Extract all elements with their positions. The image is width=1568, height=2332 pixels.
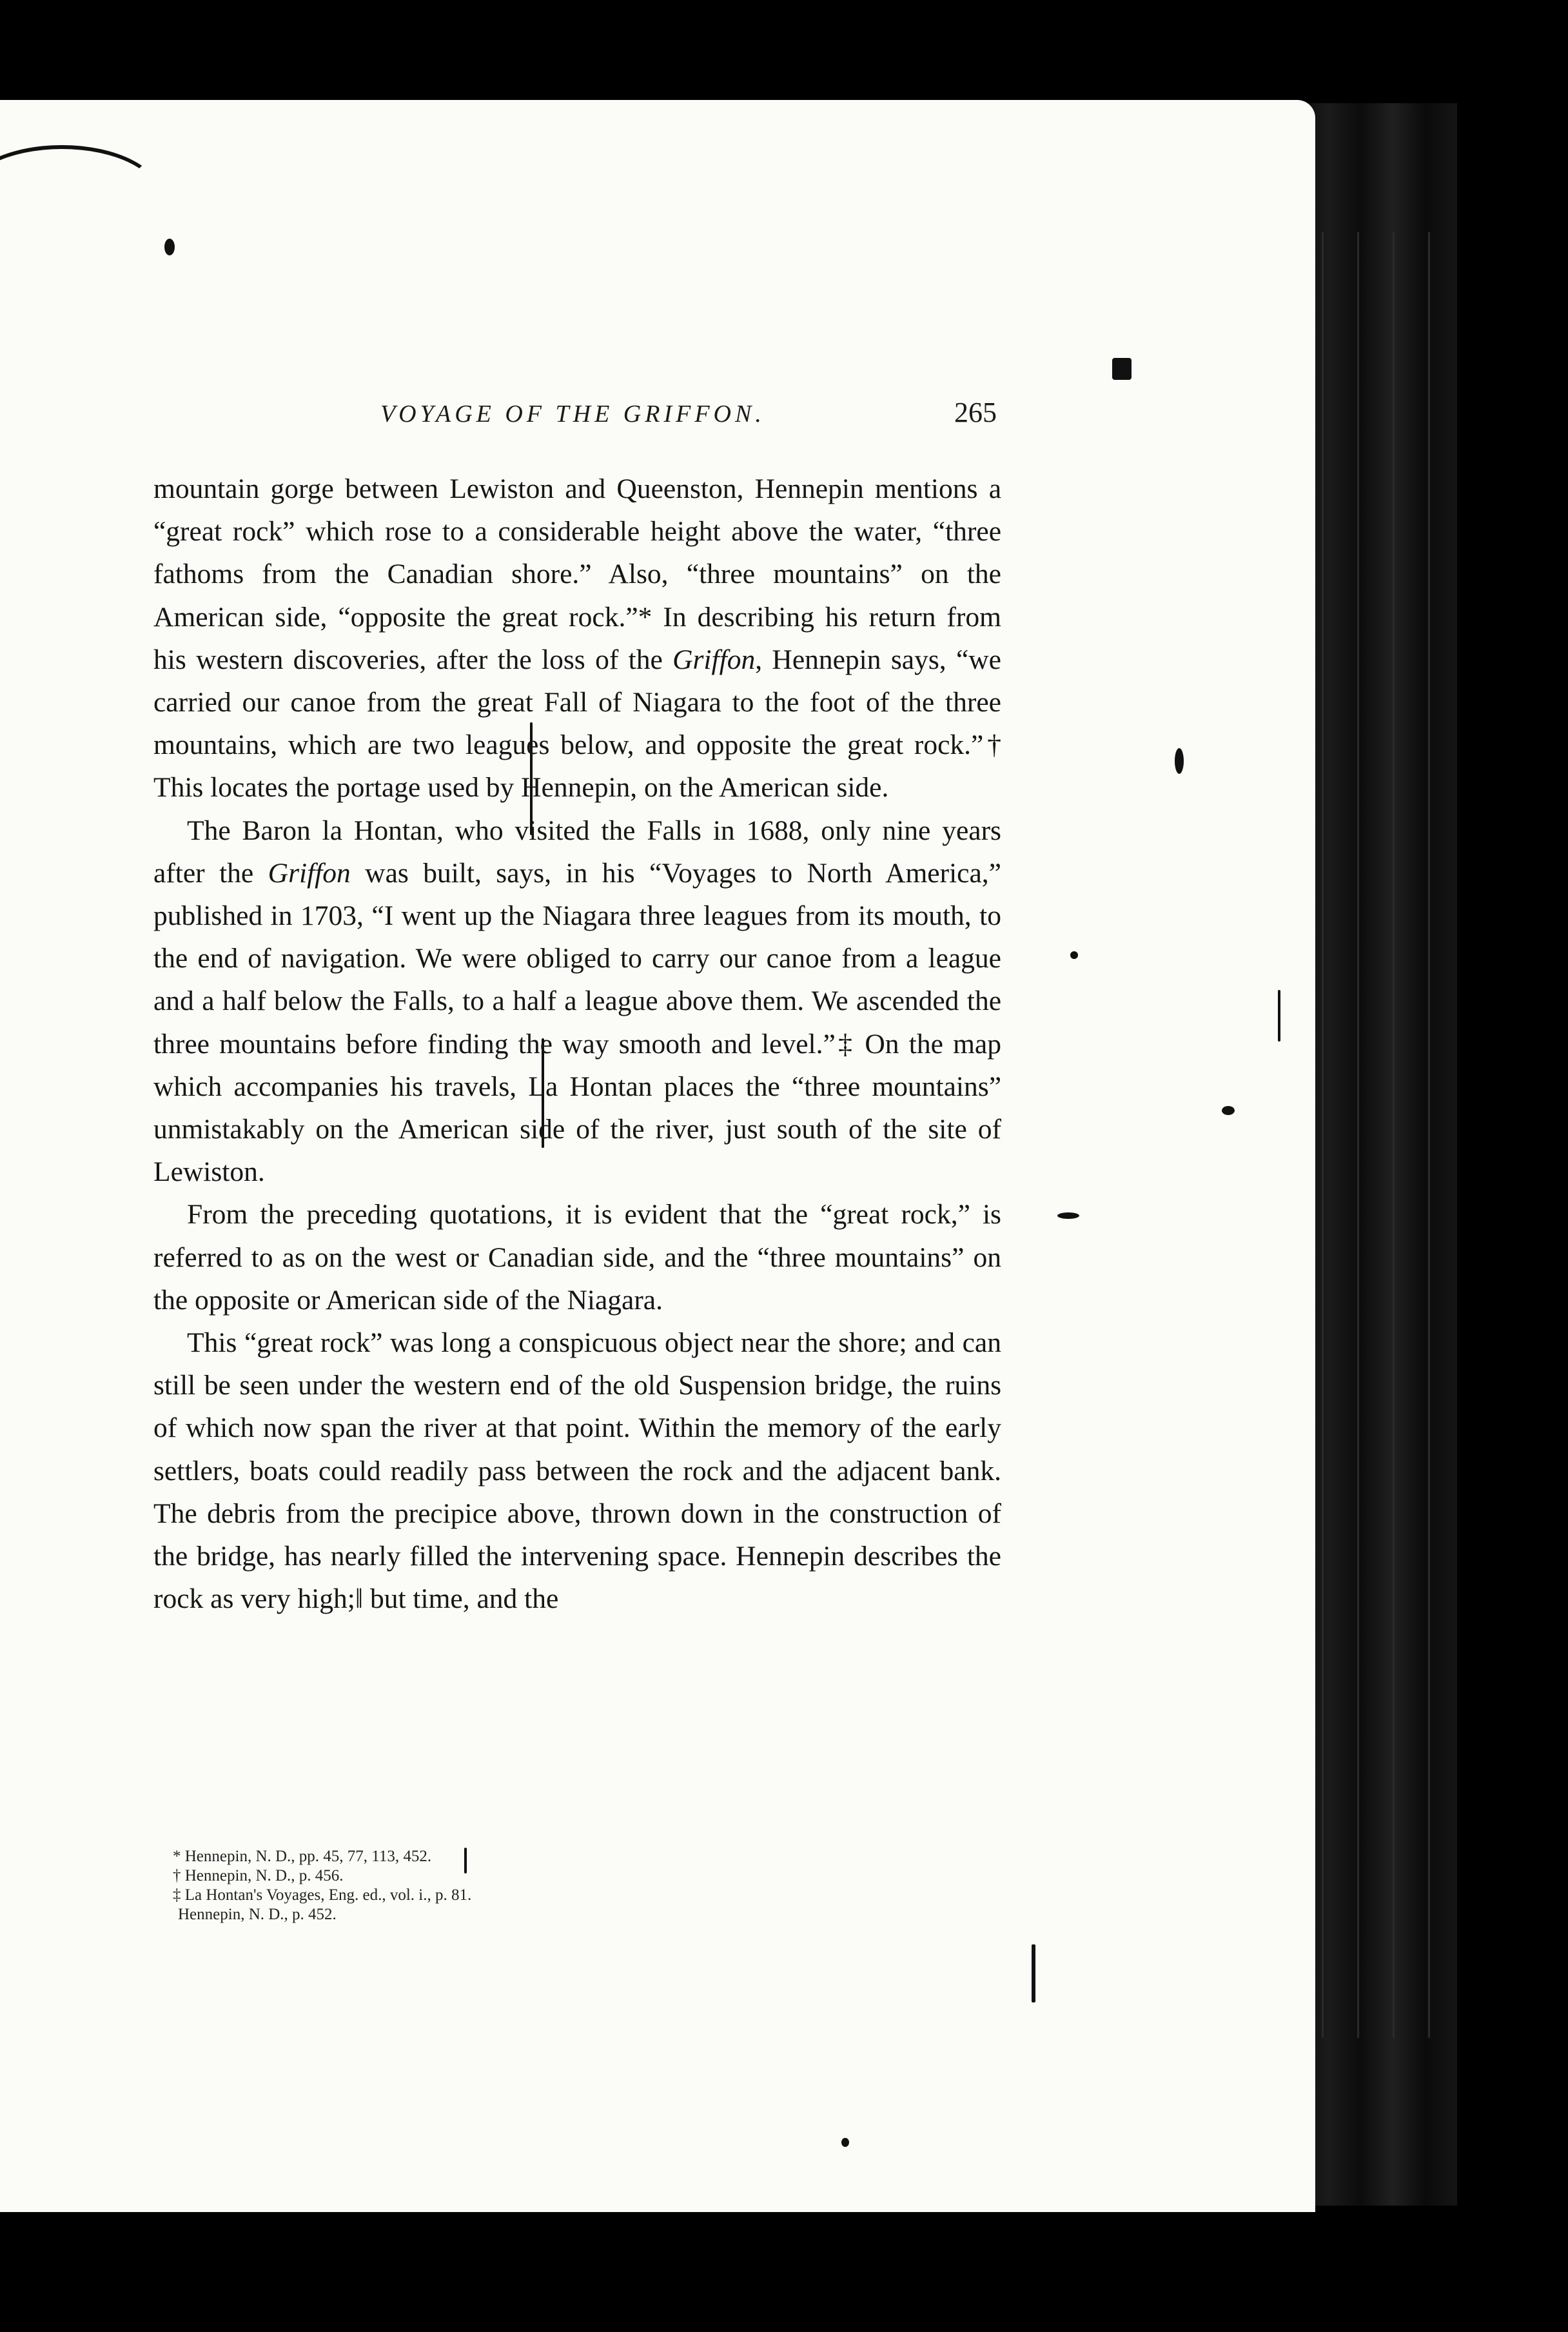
book-edge <box>1296 103 1457 2206</box>
paragraph <box>153 468 1001 809</box>
body-text <box>153 468 1001 1620</box>
page-header <box>380 397 1025 445</box>
speck <box>1032 1944 1035 2002</box>
footnote: ‡ La Hontan's Voyages, Eng. ed., vol. i., p. 81. <box>173 1886 472 1904</box>
page-edge-line <box>1357 232 1359 2038</box>
italic-text: Griffon <box>268 857 351 889</box>
running-head: VOYAGE OF THE GRIFFON. <box>380 400 765 428</box>
speck <box>1057 1212 1079 1219</box>
page-number: 265 <box>954 397 997 428</box>
text-run: From the preceding quotations, it is evident that the “great rock,” is referred to as on the west or Canadian side, and the “three mountains” on the opposite or American side of the Niagara. <box>153 1199 1001 1316</box>
speck <box>164 239 175 255</box>
paragraph <box>153 1321 1001 1620</box>
speck <box>1222 1106 1235 1115</box>
footnote: Hennepin, N. D., p. 452. <box>178 1906 337 1923</box>
text-run: The Baron la Hontan, who visited the Falls in 1688, only nine years after the <box>153 815 1001 889</box>
page-edge-line <box>1428 232 1430 2038</box>
italic-text: Griffon <box>672 644 756 675</box>
page-edge-line <box>1322 232 1324 2038</box>
paragraph <box>153 1193 1001 1321</box>
footnote: * Hennepin, N. D., pp. 45, 77, 113, 452. <box>173 1848 432 1865</box>
speck <box>1175 748 1184 774</box>
speck <box>1070 951 1078 959</box>
paragraph <box>153 809 1001 1194</box>
text-run: was built, says, in his “Voyages to North America,” published in 1703, “I went up the Niagara three leagues from its mouth, to the end of navigation. We were obliged to carry our canoe from a league and a half below the Falls, to a half a league above them. We ascended the three mountains before finding the way smooth and level.”‡ On the map which accompanies his travels, La Hontan places the “three mountains” unmistakably on the American side of the river, just south of the site of Lewiston. <box>153 857 1001 1188</box>
text-run: , Hennepin says, “we carried our canoe from the great Fall of Niagara to the foot of the three mountains, which are two leagues below, and opposite the great rock.”† This locates the portage used by Hennepin, on the American side. <box>153 644 1001 804</box>
footnote: † Hennepin, N. D., p. 456. <box>173 1867 344 1884</box>
page-edge-line <box>1393 232 1395 2038</box>
speck <box>841 2138 849 2147</box>
speck <box>1278 990 1280 1042</box>
text-run: mountain gorge between Lewiston and Queenston, Hennepin mentions a “great rock” which rose to a considerable height above the water, “three fathoms from the Canadian shore.” Also, “three mountains” on the American side, “opposite the great rock.”* In describing his return from his western discoveries, after the loss of the <box>153 473 1001 675</box>
curl-mark <box>0 145 162 250</box>
text-run: This “great rock” was long a conspicuous object near the shore; and can still be seen under the western end of the old Suspension bridge, the ruins of which now span the river at that point. Within the memory of the early settlers, boats could readily pass between the rock and the adjacent bank. The debris from the precipice above, thrown down in the construction of the bridge, has nearly filled the intervening space. Hennepin describes the rock as very high;‖ but time, and the <box>153 1327 1001 1615</box>
speck <box>1112 358 1132 380</box>
footnotes <box>173 1847 689 1924</box>
